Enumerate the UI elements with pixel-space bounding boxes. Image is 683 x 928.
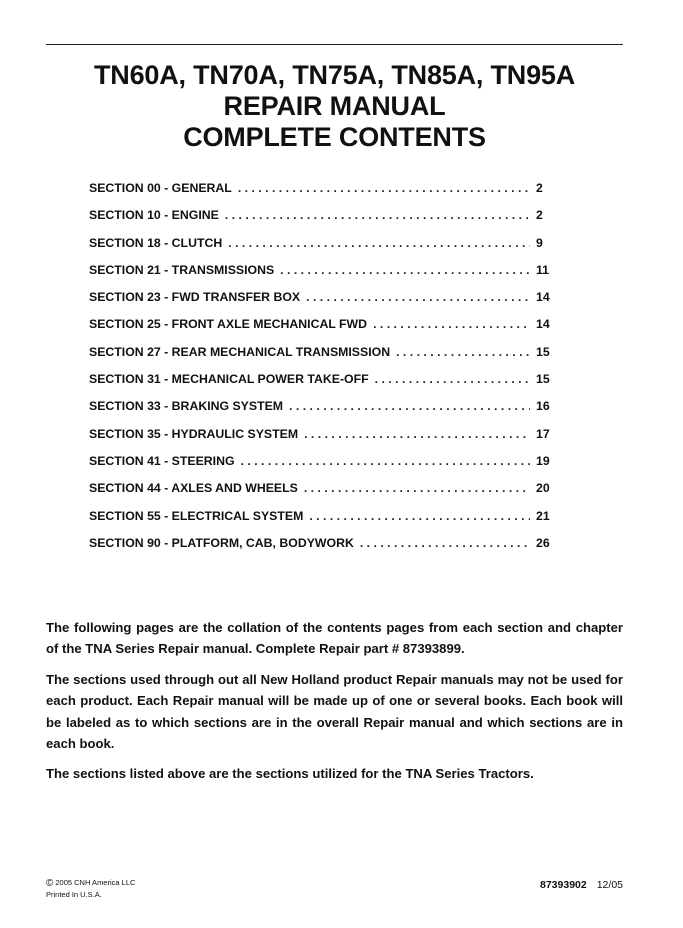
note-paragraph: The sections used through out all New Holland product Repair manuals may not be used for each product. Each Repair manual will be made up of one or several books. Each book will be labeled as to which sections are in the overall Repair manual and which sections are in each book. xyxy=(46,671,623,752)
toc-entry-page: 16 xyxy=(536,399,550,414)
copyright-text: 2005 CNH America LLC xyxy=(55,878,136,887)
toc-entry-title: SECTION 90 - PLATFORM, CAB, BODYWORK xyxy=(89,535,354,550)
toc-entry-title: SECTION 44 - AXLES AND WHEELS xyxy=(89,481,298,496)
toc-entry-title: SECTION 18 - CLUTCH xyxy=(89,235,223,250)
toc-leader-dots xyxy=(225,208,530,222)
toc-entry[interactable] xyxy=(89,454,556,481)
toc-entry[interactable] xyxy=(89,536,556,563)
toc-entry[interactable] xyxy=(89,509,556,536)
toc-entry-title: SECTION 27 - REAR MECHANICAL TRANSMISSION xyxy=(89,344,391,359)
toc-entry[interactable] xyxy=(89,263,556,290)
toc-entry-page: 19 xyxy=(536,453,550,468)
toc-leader-dots xyxy=(241,454,530,468)
toc-entry-page: 15 xyxy=(536,372,550,387)
toc-leader-dots xyxy=(309,509,530,523)
toc-entry-title: SECTION 10 - ENGINE xyxy=(89,208,219,223)
toc-entry-title: SECTION 00 - GENERAL xyxy=(89,181,232,195)
toc-entry-title: SECTION 33 - BRAKING SYSTEM xyxy=(89,399,284,414)
toc-entry-title: SECTION 55 - ELECTRICAL SYSTEM xyxy=(89,508,304,523)
revision-date: 12/05 xyxy=(596,879,623,891)
toc-entry-page: 21 xyxy=(536,508,550,523)
toc-leader-dots xyxy=(304,427,530,441)
toc-entry-page: 14 xyxy=(536,290,550,305)
toc-leader-dots xyxy=(396,345,530,359)
title-manual-type: REPAIR MANUAL xyxy=(223,91,446,121)
toc-entry-page: 17 xyxy=(536,426,550,441)
toc-entry-page: 2 xyxy=(536,181,543,195)
toc-entry-title: SECTION 21 - TRANSMISSIONS xyxy=(89,262,275,277)
toc-entry[interactable] xyxy=(89,317,556,344)
toc-leader-dots xyxy=(304,481,530,495)
toc-leader-dots xyxy=(373,317,530,331)
toc-leader-dots xyxy=(289,399,530,413)
toc-entry-page: 26 xyxy=(536,535,550,550)
toc-entry-title: SECTION 31 - MECHANICAL POWER TAKE-OFF xyxy=(89,372,369,387)
toc-entry[interactable] xyxy=(89,181,556,208)
footer-copyright xyxy=(46,877,135,900)
printed-in-text: Printed In U.S.A. xyxy=(46,890,102,899)
toc-entry[interactable] xyxy=(89,345,556,372)
title-contents: COMPLETE CONTENTS xyxy=(183,122,486,152)
toc-entry[interactable] xyxy=(89,208,556,235)
toc-entry[interactable] xyxy=(89,290,556,317)
toc-entry-page: 11 xyxy=(536,262,549,277)
toc-entry-page: 14 xyxy=(536,317,550,332)
toc-entry[interactable] xyxy=(89,399,556,426)
table-of-contents xyxy=(89,181,556,563)
toc-entry-title: SECTION 35 - HYDRAULIC SYSTEM xyxy=(89,426,299,441)
footer-part-info xyxy=(540,879,623,891)
toc-entry-page: 15 xyxy=(536,344,550,359)
note-paragraph: The sections listed above are the sections utilized for the TNA Series Tractors. xyxy=(46,766,534,782)
toc-leader-dots xyxy=(228,236,530,250)
document-title xyxy=(46,60,623,153)
toc-entry-title: SECTION 23 - FWD TRANSFER BOX xyxy=(89,290,301,305)
toc-entry-page: 2 xyxy=(536,208,543,223)
toc-entry[interactable] xyxy=(89,372,556,399)
toc-leader-dots xyxy=(360,536,530,550)
notes-section xyxy=(46,617,623,794)
top-rule xyxy=(46,44,623,45)
toc-entry-title: SECTION 25 - FRONT AXLE MECHANICAL FWD xyxy=(89,317,368,332)
toc-leader-dots xyxy=(375,372,530,386)
toc-entry[interactable] xyxy=(89,236,556,263)
toc-entry-page: 9 xyxy=(536,235,543,250)
title-models: TN60A, TN70A, TN75A, TN85A, TN95A xyxy=(93,60,576,90)
toc-entry[interactable] xyxy=(89,427,556,454)
toc-entry-title: SECTION 41 - STEERING xyxy=(89,453,235,468)
toc-leader-dots xyxy=(306,290,530,304)
note-paragraph: The following pages are the collation of the contents pages from each section and chapter of the TNA Series Repair manual. Complete Repair part # 87393899. xyxy=(46,620,623,657)
toc-leader-dots xyxy=(238,181,530,195)
toc-leader-dots xyxy=(280,263,530,277)
toc-entry[interactable] xyxy=(89,481,556,508)
copyright-symbol: © xyxy=(46,878,54,889)
part-number: 87393902 xyxy=(540,879,587,891)
toc-entry-page: 20 xyxy=(536,481,550,496)
